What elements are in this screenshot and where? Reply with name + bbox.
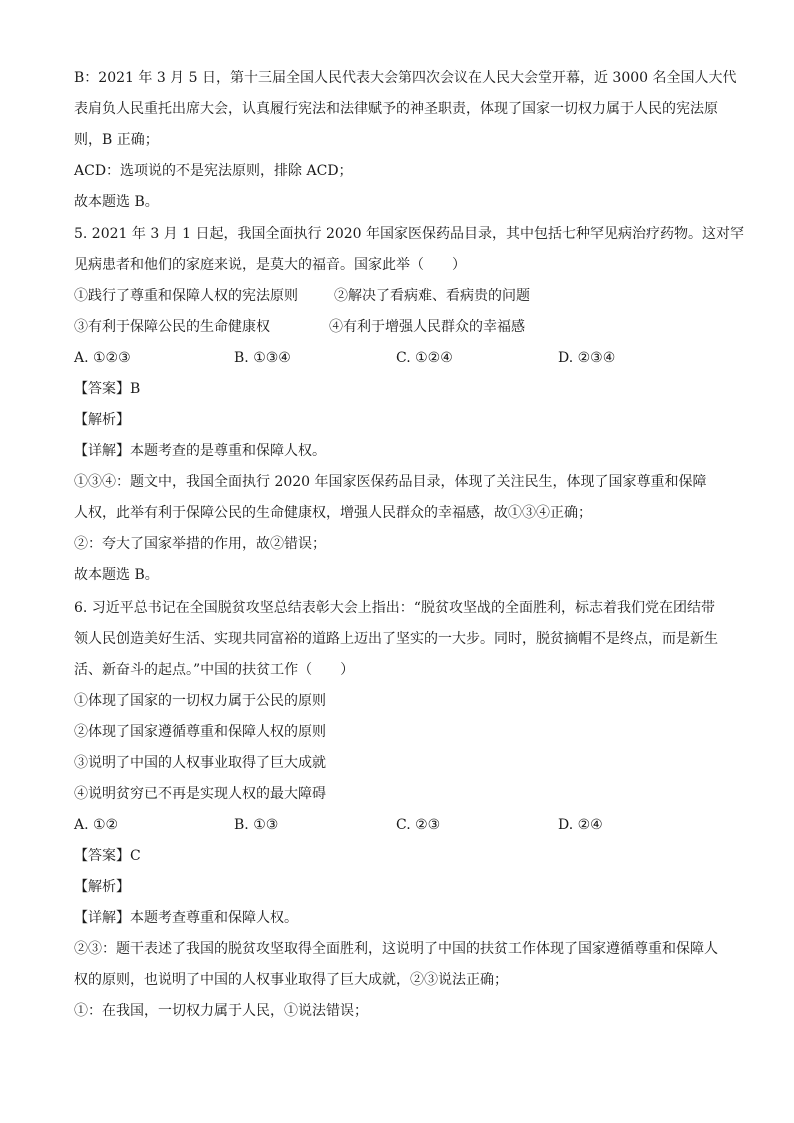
q6-choice-b: B. ①③	[234, 817, 279, 833]
prev-analysis-b-line3: 则，B 正确；	[74, 132, 159, 148]
q6-choice-c: C. ②③	[396, 817, 441, 833]
q6-choice-d: D. ②④	[558, 817, 603, 833]
q5-choice-c: C. ①②④	[396, 350, 453, 366]
q6-statement-3: ③说明了中国的人权事业取得了巨大成就	[74, 755, 326, 771]
q5-detail: 【详解】本题考查的是尊重和保障人权。	[74, 443, 326, 459]
q6-explanation-1-line2: 权的原则，也说明了中国的人权事业取得了巨大成就，②③说法正确；	[74, 972, 508, 988]
q6-statement-2: ②体现了国家遵循尊重和保障人权的原则	[74, 724, 326, 740]
q5-conclusion: 故本题选 B。	[74, 567, 159, 583]
q6-answer: 【答案】C	[74, 848, 141, 864]
q6-choice-a: A. ①②	[74, 817, 119, 833]
q5-explanation-2: ②：夸大了国家举措的作用，故②错误；	[74, 536, 326, 552]
q6-explanation-2: ①：在我国，一切权力属于人民，①说法错误；	[74, 1003, 368, 1019]
q6-statement-1: ①体现了国家的一切权力属于公民的原则	[74, 693, 326, 709]
q5-analysis-label: 【解析】	[74, 412, 130, 428]
prev-conclusion: 故本题选 B。	[74, 194, 159, 210]
q5-statement-4: ④有利于增强人民群众的幸福感	[329, 319, 525, 335]
q6-analysis-label: 【解析】	[74, 879, 130, 895]
q5-choice-d: D. ②③④	[558, 350, 616, 366]
prev-analysis-acd: ACD：选项说的不是宪法原则，排除 ACD；	[74, 163, 353, 179]
q6-stem-line1: 6. 习近平总书记在全国脱贫攻坚总结表彰大会上指出：“脱贫攻坚战的全面胜利，标志着我们党在团结带	[74, 600, 715, 616]
q5-choice-b: B. ①③④	[234, 350, 291, 366]
q6-stem-line3: 活、新奋斗的起点。”中国的扶贫工作（ ）	[74, 662, 355, 678]
q5-statement-2: ②解决了看病难、看病贵的问题	[334, 288, 530, 304]
q6-statement-4: ④说明贫穷已不再是实现人权的最大障碍	[74, 786, 326, 802]
q5-statement-3: ③有利于保障公民的生命健康权	[74, 319, 270, 335]
q5-statement-1: ①践行了尊重和保障人权的宪法原则	[74, 288, 298, 304]
q6-explanation-1-line1: ②③：题干表述了我国的脱贫攻坚取得全面胜利，这说明了中国的扶贫工作体现了国家遵循尊重和保障人	[74, 941, 718, 957]
q6-detail: 【详解】本题考查尊重和保障人权。	[74, 910, 298, 926]
q5-explanation-1-line1: ①③④：题文中，我国全面执行 2020 年国家医保药品目录，体现了关注民生，体现了国家尊重和保障	[74, 474, 707, 490]
q5-explanation-1-line2: 人权，此举有利于保障公民的生命健康权，增强人民群众的幸福感，故①③④正确；	[74, 505, 592, 521]
q5-stem-line1: 5. 2021 年 3 月 1 日起，我国全面执行 2020 年国家医保药品目录，其中包括七种罕见病治疗药物。这对罕	[74, 226, 745, 242]
q6-stem-line2: 领人民创造美好生活、实现共同富裕的道路上迈出了坚实的一大步。同时，脱贫摘帽不是终点，而是新生	[74, 631, 718, 647]
prev-analysis-b-line1: B：2021 年 3 月 5 日，第十三届全国人民代表大会第四次会议在人民大会堂开幕，近 3000 名全国人大代	[74, 70, 737, 86]
q5-stem-line2: 见病患者和他们的家庭来说，是莫大的福音。国家此举（ ）	[74, 257, 466, 273]
q5-answer: 【答案】B	[74, 381, 141, 397]
q5-choice-a: A. ①②③	[74, 350, 131, 366]
prev-analysis-b-line2: 表肩负人民重托出席大会，认真履行宪法和法律赋予的神圣职责，体现了国家一切权力属于人民的宪法原	[74, 101, 718, 117]
